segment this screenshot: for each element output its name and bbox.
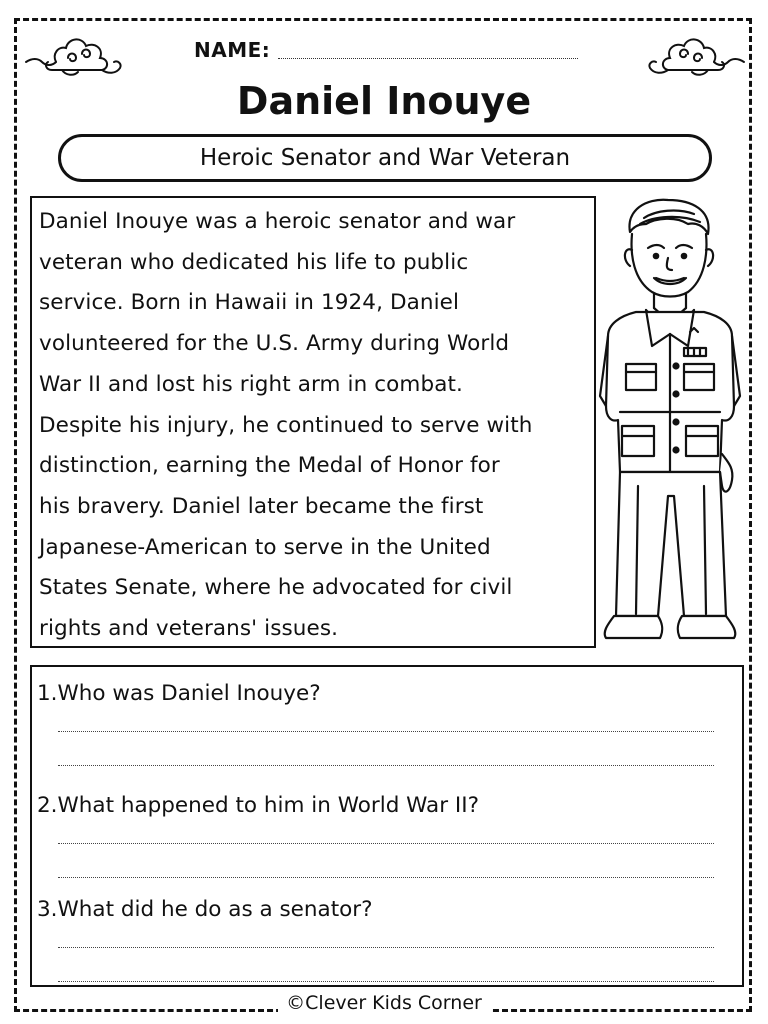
soldier-illustration	[596, 196, 744, 648]
name-label: NAME:	[194, 38, 271, 62]
copyright-text: ©Clever Kids Corner	[278, 992, 490, 1014]
name-write-line[interactable]	[278, 58, 578, 59]
answer-line[interactable]	[58, 981, 714, 982]
answer-line[interactable]	[58, 731, 714, 732]
answer-line[interactable]	[58, 765, 714, 766]
answer-line[interactable]	[58, 843, 714, 844]
cloud-ornament-icon	[22, 28, 130, 82]
footer-copyright	[0, 991, 768, 1015]
passage-line: rights and veterans' issues.	[39, 616, 339, 642]
passage-line: distinction, earning the Medal of Honor for	[39, 453, 500, 479]
passage-line: volunteered for the U.S. Army during World	[39, 331, 510, 357]
questions-section	[30, 665, 744, 987]
name-field	[194, 38, 578, 66]
subtitle-banner: Heroic Senator and War Veteran	[58, 134, 712, 182]
passage-line: veteran who dedicated his life to public	[39, 249, 469, 275]
passage-line: States Senate, where he advocated for civil	[39, 575, 513, 601]
question-2: 2.What happened to him in World War II?	[37, 793, 479, 818]
answer-line[interactable]	[58, 947, 714, 948]
reading-passage	[30, 196, 596, 648]
answer-line[interactable]	[58, 877, 714, 878]
passage-line: Daniel Inouye was a heroic senator and war	[39, 209, 516, 234]
passage-line: his bravery. Daniel later became the first	[39, 493, 484, 519]
passage-line: service. Born in Hawaii in 1924, Daniel	[39, 290, 460, 316]
passage-text	[39, 202, 588, 650]
cloud-ornament-icon	[640, 28, 748, 82]
question-1: 1.Who was Daniel Inouye?	[37, 681, 321, 706]
passage-line: Japanese-American to serve in the United	[39, 534, 491, 560]
question-3: 3.What did he do as a senator?	[37, 897, 373, 922]
passage-line: War II and lost his right arm in combat.	[39, 371, 463, 397]
page-title: Daniel Inouye	[236, 79, 532, 123]
passage-line: Despite his injury, he continued to serve with	[39, 412, 533, 438]
